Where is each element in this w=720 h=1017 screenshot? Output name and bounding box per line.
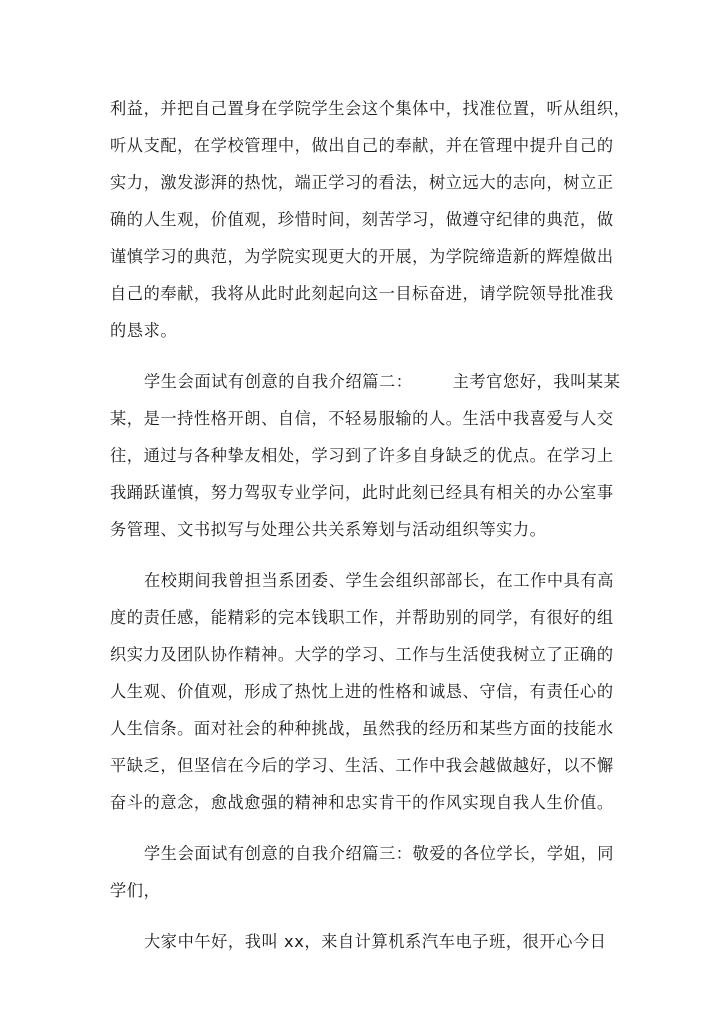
text-line bbox=[110, 363, 621, 400]
section-heading-2: 学生会面试有创意的自我介绍篇二： bbox=[144, 372, 413, 391]
paragraph-gap bbox=[110, 821, 610, 835]
text-line: 织实力及团队协作精神。大学的学习、工作与生活使我树立了正确的 bbox=[110, 645, 614, 664]
text-line: 人生观、价值观，形成了热忱上进的性格和诚恳、守信，有责任心的 bbox=[110, 682, 614, 701]
text-line: 利益，并把自己置身在学院学生会这个集体中，找准位置，听从组织， bbox=[110, 99, 631, 118]
text-line: 的恳求。 bbox=[110, 321, 178, 340]
text-line: 确的人生观，价值观，珍惜时间，刻苦学习，做遵守纪律的典范，做 bbox=[110, 210, 614, 229]
text-line: 谨慎学习的典范，为学院实现更大的开展，为学院缔造新的辉煌做出 bbox=[110, 247, 614, 266]
text-line: 听从支配，在学校管理中，做出自己的奉献，并在管理中提升自己的 bbox=[110, 136, 614, 155]
text-line: 务管理、文书拟写与处理公共关系筹划与活动组织等实力。 bbox=[110, 520, 547, 539]
paragraph-gap bbox=[110, 909, 610, 923]
text-line: 奋斗的意念，愈战愈强的精神和忠实肯干的作风实现自我人生价值。 bbox=[110, 793, 614, 812]
text-line: 在校期间我曾担当系团委、学生会组织部部长，在工作中具有高 bbox=[144, 571, 615, 590]
document-body bbox=[110, 90, 631, 960]
paragraph-gap bbox=[110, 548, 610, 562]
text-line: 人生信条。面对社会的种种挑战，虽然我的经历和某些方面的技能水 bbox=[110, 719, 614, 738]
paragraph-gap bbox=[110, 349, 610, 363]
text-line: 自己的奉献，我将从此时此刻起向这一目标奋进，请学院领导批准我 bbox=[110, 284, 614, 303]
section-heading-3: 学生会面试有创意的自我介绍篇三：敬爱的各位学长，学姐，同 bbox=[144, 844, 615, 863]
text-line: 学们， bbox=[110, 881, 161, 900]
text-line: 往，通过与各种挚友相处，学习到了许多自身缺乏的优点。在学习上 bbox=[110, 446, 614, 465]
paragraph2-opening: 主考官您好，我叫某某 bbox=[452, 372, 621, 391]
text-line: 实力，激发澎湃的热忱，端正学习的看法，树立远大的志向，树立正 bbox=[110, 173, 614, 192]
text-line: 平缺乏，但坚信在今后的学习、生活、工作中我会越做越好，以不懈 bbox=[110, 756, 614, 775]
text-line: 度的责任感，能精彩的完本钱职工作，并帮助别的同学，有很好的组 bbox=[110, 608, 614, 627]
text-line: 我踊跃谨慎，努力驾驭专业学问，此时此刻已经具有相关的办公室事 bbox=[110, 483, 614, 502]
text-line: 大家中午好，我叫 xx，来自计算机系汽车电子班，很开心今日 bbox=[144, 932, 607, 951]
text-line: 某，是一持性格开朗、自信，不轻易服输的人。生活中我喜爱与人交 bbox=[110, 409, 614, 428]
